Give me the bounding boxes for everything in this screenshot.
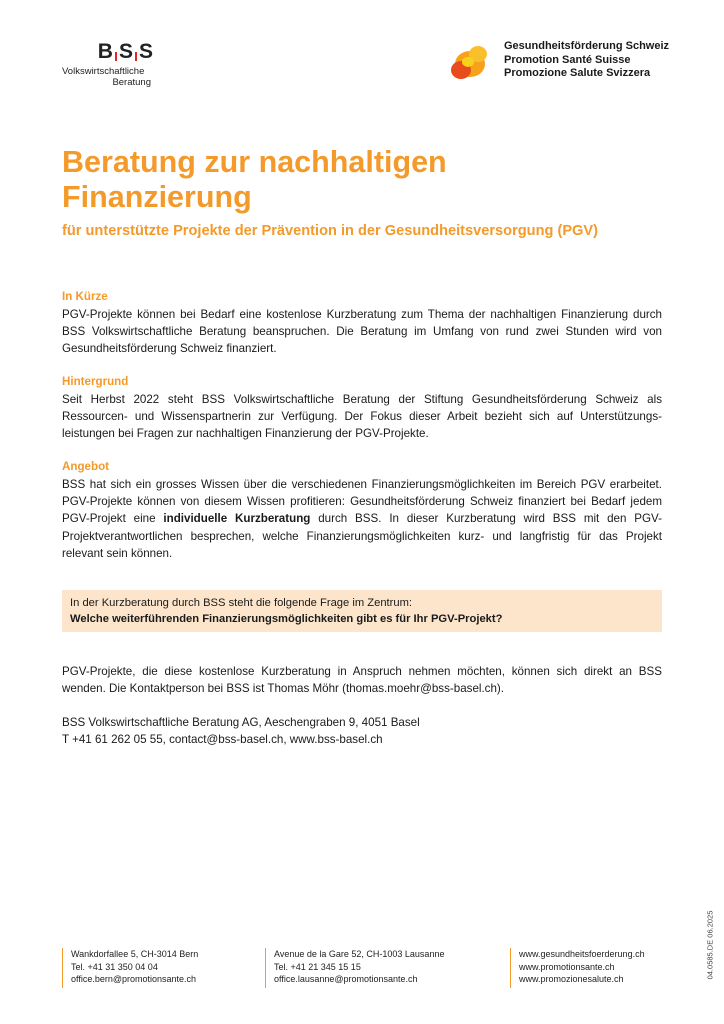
section-text-hintergrund: Seit Herbst 2022 steht BSS Volkswirtschaftliche Beratung der Stiftung Gesundheitsförderung Schweiz als Ressourcen- und Wissenspartnerin zur Verfügung. Der Fokus dieser Arbeit bezieht sich auf Unterstützungsleistungen bei Fragen zur nachhaltigen Finanzierung der PGV-Projekte.	[62, 393, 662, 441]
angebot-text-bold: individuelle Kurzberatung	[163, 512, 311, 526]
footer-lausanne	[265, 948, 444, 988]
footer-bern	[62, 948, 198, 988]
callout-intro: In der Kurzberatung durch BSS steht die folgende Frage im Zentrum:	[70, 597, 413, 609]
gfs-logo-line2: Promotion Santé Suisse	[504, 53, 631, 66]
document-code-text: 04.0585.DE 06.2025	[705, 910, 715, 980]
angebot-text-part2: durch BSS. In dieser Kurzberatung wird BSS mit den PGV-Projektverantwortlichen besprechen, welche Finanzierungsmöglichkeiten kurz- und langfristig für das Projekt relevant sein können.	[62, 512, 662, 560]
footer-web-link-fr[interactable]: www.promotionsante.ch	[519, 961, 615, 972]
bss-logo-line2: Beratung	[112, 77, 151, 88]
page-title-line1: Beratung zur nachhaltigen	[62, 145, 447, 179]
footer-lausanne-address: Avenue de la Gare 52, CH-1003 Lausanne	[274, 949, 445, 959]
bss-logo-line1: Volkswirtschaftliche	[62, 66, 145, 77]
footer-bern-phone: Tel. +41 31 350 04 04	[71, 961, 158, 972]
contact-paragraph: PGV-Projekte, die diese kostenlose Kurzberatung in Anspruch nehmen möchten, können sich direkt an BSS wenden. Die Kontaktperson bei BSS ist Thomas Möhr (thomas.moehr@bss-basel.ch).	[62, 665, 662, 696]
bss-logo-tick	[135, 52, 137, 61]
contact-address	[62, 714, 662, 748]
page-title-line2: Finanzierung	[62, 180, 252, 214]
footer-lausanne-email[interactable]: office.lausanne@promotionsante.ch	[274, 974, 418, 984]
section-heading-angebot: Angebot	[62, 460, 110, 473]
page-title	[62, 145, 447, 215]
footer-web	[510, 948, 645, 988]
angebot-text-part1: BSS hat sich ein grosses Wissen über die verschiedenen Finanzierungsmöglichkeiten im Bereich PGV erarbeitet. PGV-Projekte können von diesem Wissen profitieren: Gesundheitsförderung Schweiz finanziert bei Bedarf jedem PGV-Projekt eine	[62, 478, 662, 526]
section-heading-hintergrund: Hintergrund	[62, 375, 129, 388]
footer-lausanne-phone: Tel. +41 21 345 15 15	[274, 961, 361, 972]
gfs-logo-mark-icon	[448, 40, 504, 84]
gfs-logo-line3: Promozione Salute Svizzera	[504, 67, 651, 79]
bss-letter-s2: S	[138, 40, 153, 63]
bss-logo	[62, 38, 157, 88]
footer-web-link-de[interactable]: www.gesundheitsfoerderung.ch	[519, 949, 645, 959]
footer-bern-address: Wankdorfallee 5, CH-3014 Bern	[71, 949, 199, 959]
section-heading-kurz: In Kürze	[62, 290, 108, 303]
callout-box	[62, 590, 662, 632]
gfs-logo-line1: Gesundheitsförderung Schweiz	[504, 40, 670, 52]
contact-address-line1: BSS Volkswirtschaftliche Beratung AG, Aeschengraben 9, 4051 Basel	[62, 716, 420, 729]
bss-letter-s1: S	[118, 40, 133, 63]
callout-question: Welche weiterführenden Finanzierungsmöglichkeiten gibt es für Ihr PGV-Projekt?	[70, 613, 503, 625]
bss-letter-b: B	[97, 40, 113, 63]
document-code	[704, 900, 716, 990]
bss-logo-tick	[115, 52, 117, 61]
section-text-kurz: PGV-Projekte können bei Bedarf eine kostenlose Kurzberatung zum Thema der nachhaltigen Finanzierung durch BSS Volkswirtschaftliche Beratung beanspruchen. Die Beratung im Umfang von rund zwei Stunden wird von Gesundheitsförderung Schweiz finanziert.	[62, 308, 662, 356]
bss-logo-letters	[62, 38, 157, 64]
contact-address-line2: T +41 61 262 05 55, contact@bss-basel.ch, www.bss-basel.ch	[62, 733, 383, 747]
page-subtitle: für unterstützte Projekte der Prävention in der Gesundheitsversorgung (PGV)	[62, 223, 599, 239]
footer-web-link-it[interactable]: www.promozionesalute.ch	[519, 974, 624, 984]
footer-bern-email[interactable]: office.bern@promotionsante.ch	[71, 974, 197, 984]
gfs-logo-text	[504, 40, 669, 81]
section-text-angebot	[62, 476, 662, 562]
gfs-logo	[448, 38, 678, 86]
